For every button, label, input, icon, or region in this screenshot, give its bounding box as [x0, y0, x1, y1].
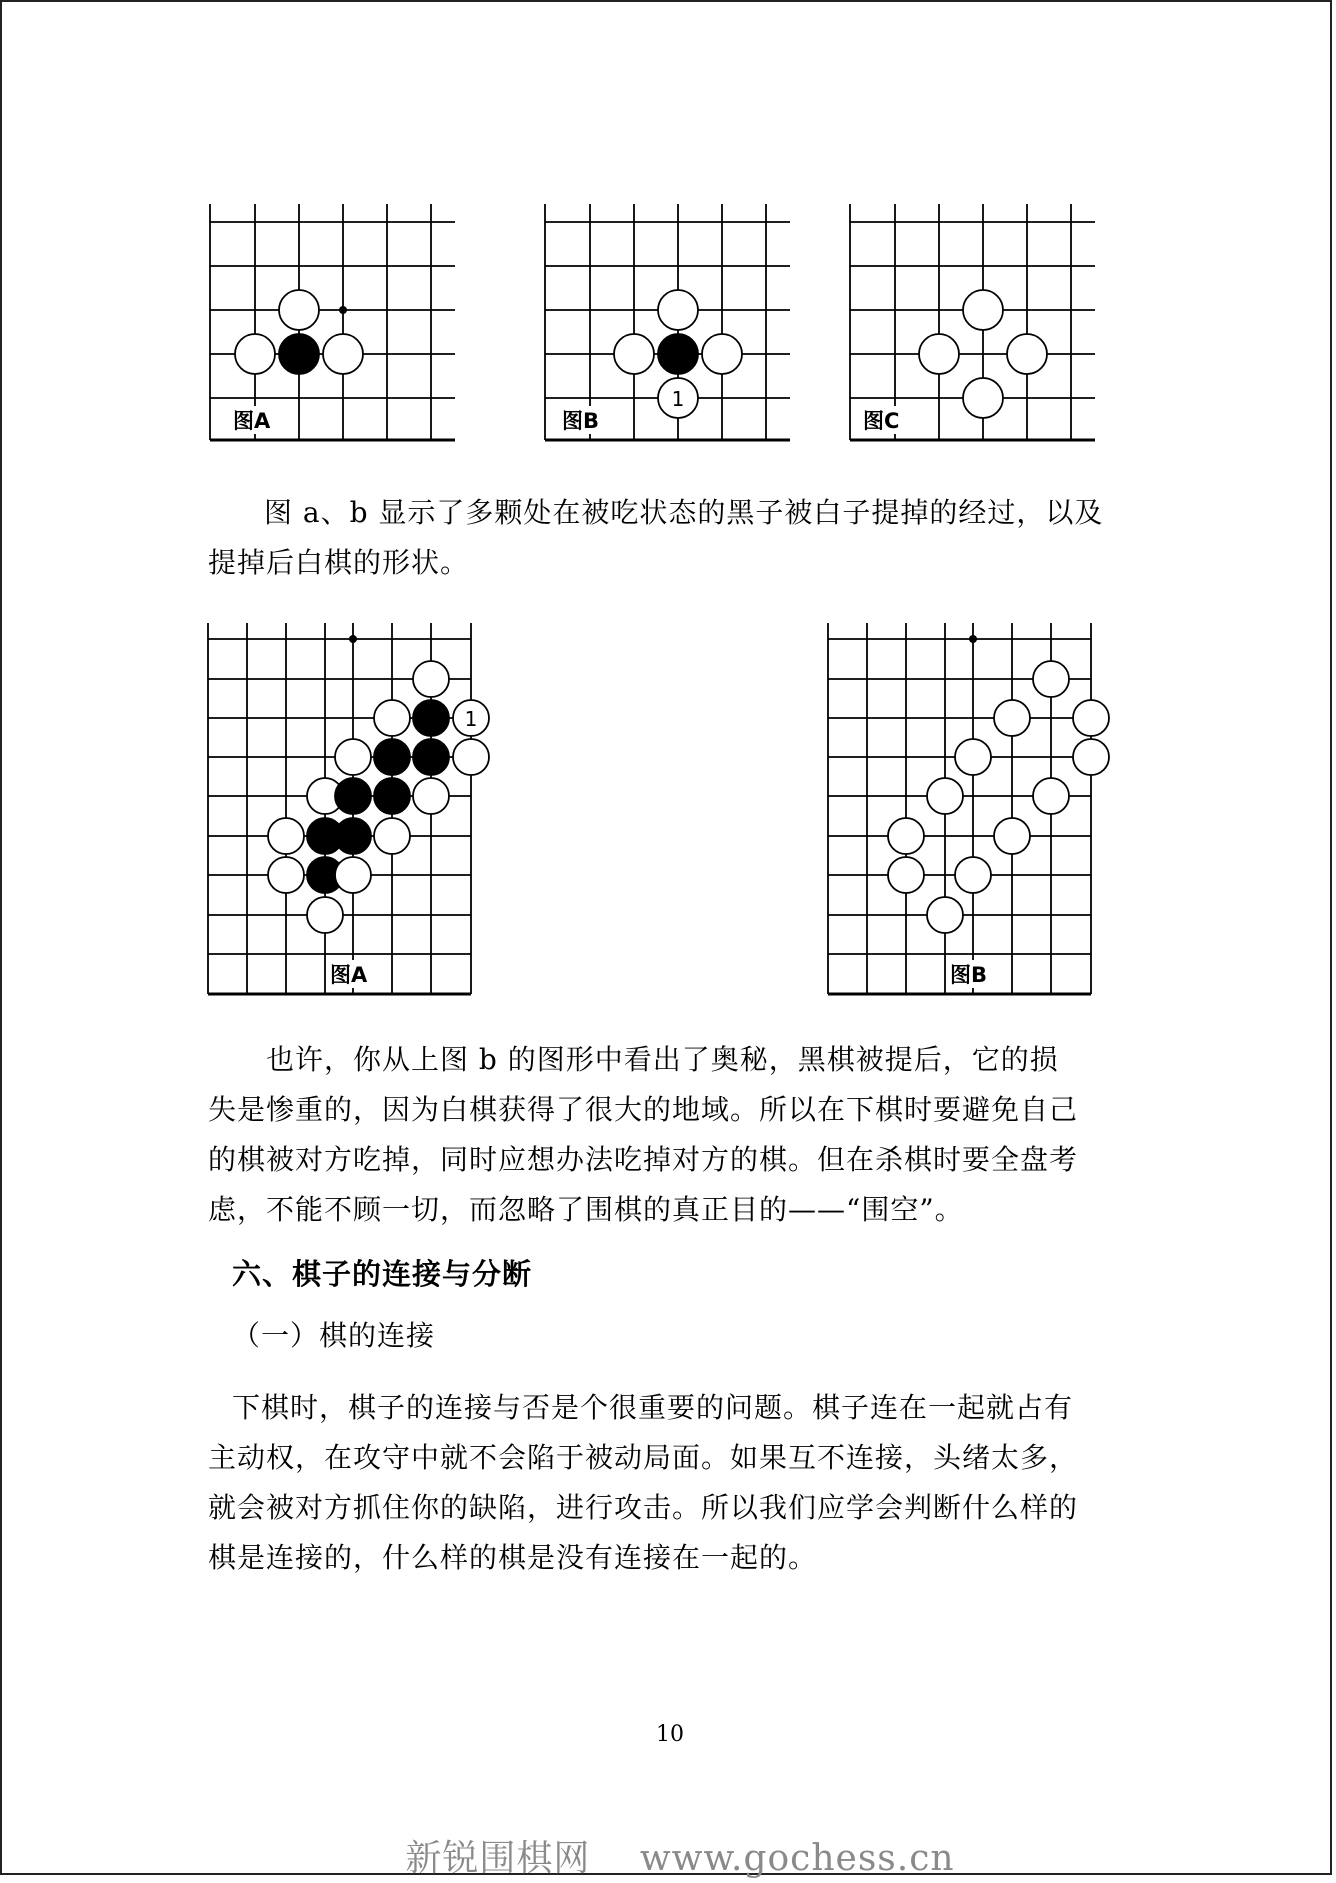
- paragraph-connection-explanation: 下棋时，棋子的连接与否是个很重要的问题。棋子连在一起就占有 主动权，在攻守中就不会陷于被动局面。如果互不连接，头绪太多， 就会被对方抓住你的缺陷，进行攻击。所以我们应学会判断什么样的 棋是连接的，什么样的棋是没有连接在一起的。: [208, 1391, 1079, 1574]
- watermark: 新锐围棋网 www.gochess.cn: [405, 1838, 955, 1879]
- go-diagram-big-b: [825, 620, 1125, 1000]
- white-stone: [268, 818, 304, 854]
- star-point: [349, 635, 357, 643]
- diagram-caption: [229, 406, 273, 434]
- white-stone: [1073, 739, 1109, 775]
- section-heading: 六、棋子的连接与分断: [232, 1257, 533, 1291]
- black-stone: [335, 818, 371, 854]
- caption-text: 图A: [233, 409, 271, 433]
- white-stone: [268, 857, 304, 893]
- paragraph-capture-explanation: 图 a、b 显示了多颗处在被吃状态的黑子被白子提掉的经过，以及 提掉后白棋的形状。: [208, 496, 1104, 579]
- white-stone: [994, 818, 1030, 854]
- caption-text: 图A: [330, 963, 368, 987]
- page-number: 10: [656, 1722, 684, 1747]
- white-stone: [702, 334, 742, 374]
- white-stone: [927, 897, 963, 933]
- white-stone: [919, 334, 959, 374]
- black-stone: [374, 778, 410, 814]
- black-stone: [279, 334, 319, 374]
- go-diagram-top-b: [540, 200, 800, 450]
- white-stone: [955, 739, 991, 775]
- white-stone: [658, 290, 698, 330]
- white-stone: [413, 778, 449, 814]
- subsection-heading: （一）棋的连接: [232, 1319, 436, 1352]
- move-number: 1: [464, 707, 478, 731]
- white-stone: [1033, 778, 1069, 814]
- diagram-caption: [326, 960, 370, 988]
- black-stone: [374, 739, 410, 775]
- white-stone: [1033, 661, 1069, 697]
- white-stone: [994, 700, 1030, 736]
- white-stone: [614, 334, 654, 374]
- white-stone: [888, 857, 924, 893]
- star-point: [339, 306, 347, 314]
- black-stone: [335, 778, 371, 814]
- diagram-caption: [946, 960, 990, 988]
- move-number: 1: [671, 387, 685, 411]
- white-stone: [1007, 334, 1047, 374]
- white-stone: [888, 818, 924, 854]
- black-stone: [658, 334, 698, 374]
- white-stone: [279, 290, 319, 330]
- white-stone: [963, 290, 1003, 330]
- star-point: [969, 635, 977, 643]
- go-diagram-top-a: [205, 200, 465, 450]
- white-stone: [235, 334, 275, 374]
- white-stone: [955, 857, 991, 893]
- white-stone: [963, 378, 1003, 418]
- caption-text: 图B: [950, 963, 988, 987]
- caption-text: 图C: [863, 409, 900, 433]
- go-diagram-big-a: [205, 620, 505, 1000]
- white-stone: [927, 778, 963, 814]
- paragraph-territory-explanation: 也许，你从上图 b 的图形中看出了奥秘，黑棋被提后，它的损 失是惨重的，因为白棋获得了很大的地域。所以在下棋时要避免自己 的棋被对方吃掉，同时应想办法吃掉对方的棋。但在杀棋时要全盘考 虑，不能不顾一切，而忽略了围棋的真正目的——“围空”。: [208, 1043, 1079, 1226]
- black-stone: [413, 739, 449, 775]
- white-stone: [335, 857, 371, 893]
- white-stone: [307, 897, 343, 933]
- white-stone: [453, 739, 489, 775]
- caption-text: 图B: [562, 409, 600, 433]
- white-stone: [374, 818, 410, 854]
- white-stone: [1073, 700, 1109, 736]
- diagram-caption: [859, 406, 903, 434]
- white-stone: [413, 661, 449, 697]
- black-stone: [413, 700, 449, 736]
- white-stone: [335, 739, 371, 775]
- diagram-caption: [558, 406, 602, 434]
- white-stone: [323, 334, 363, 374]
- go-diagram-top-c: [845, 200, 1105, 450]
- white-stone: [374, 700, 410, 736]
